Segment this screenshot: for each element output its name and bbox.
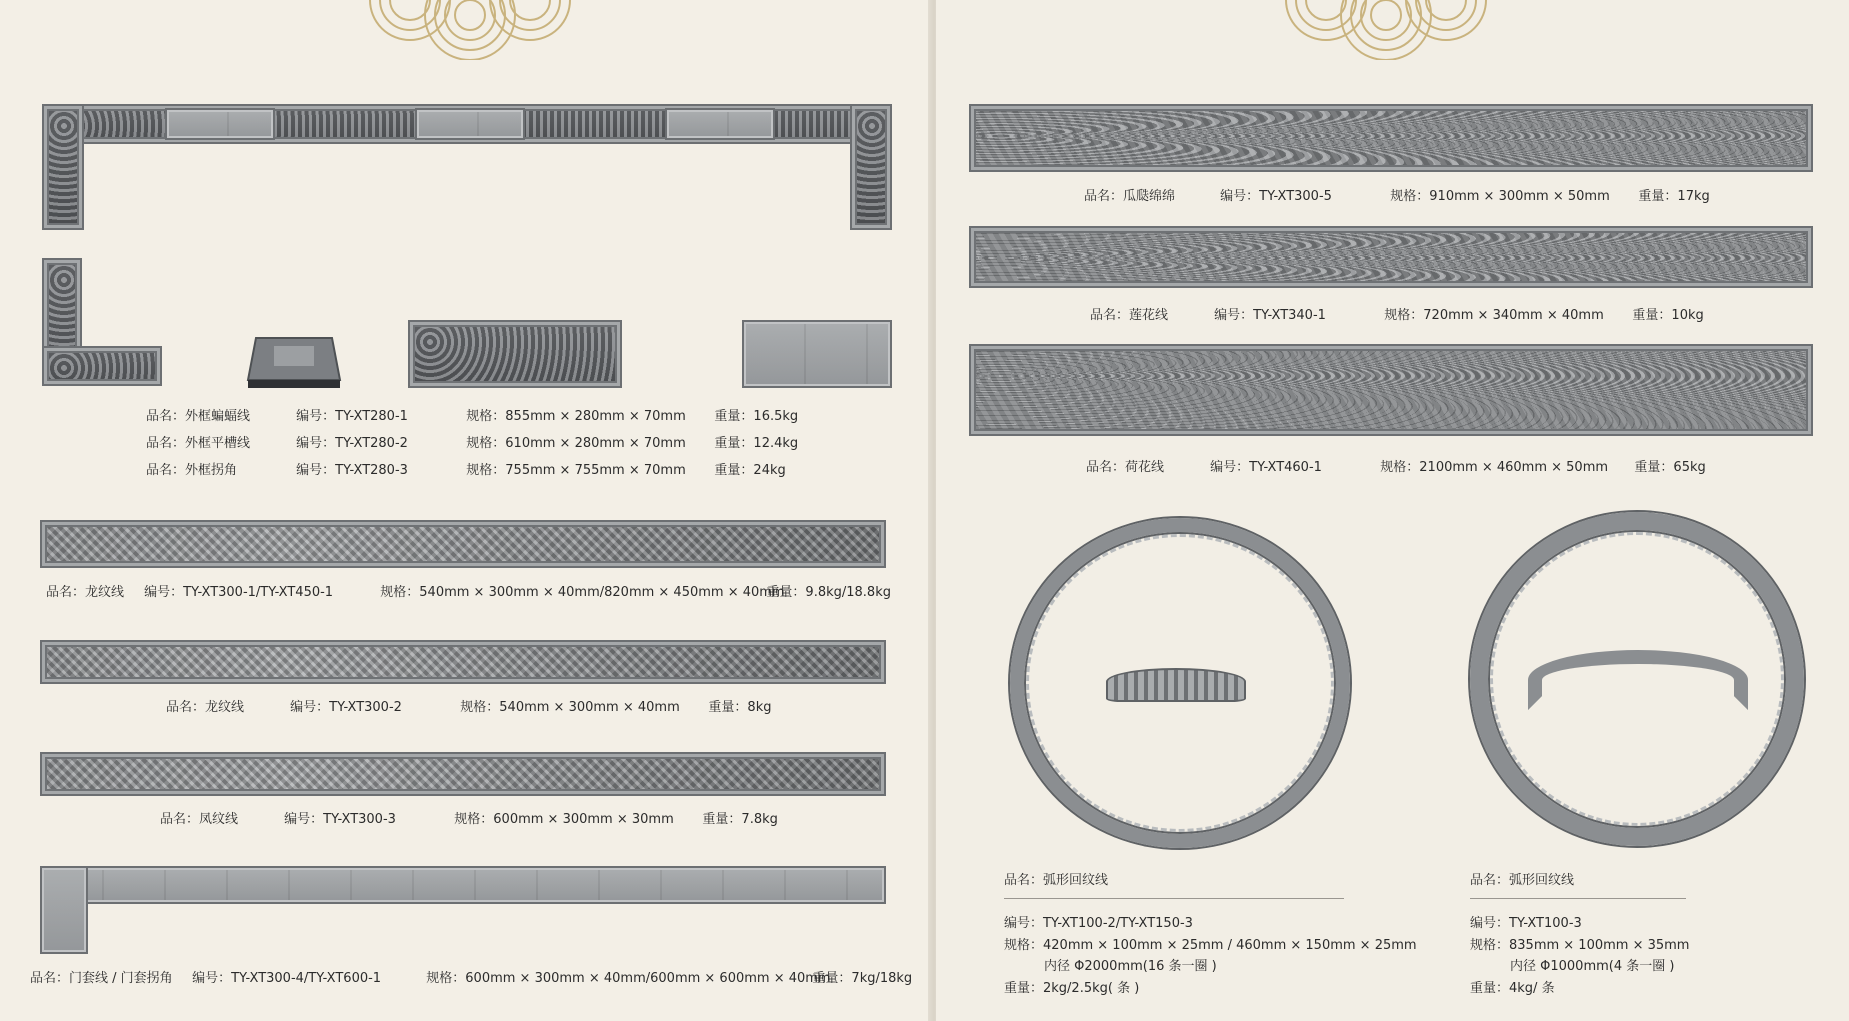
phoenix-line-image [40, 752, 886, 796]
spec-name: 品名：瓜瓞绵绵 [1084, 189, 1176, 204]
spec-size: 规格：420mm × 100mm × 25mm / 460mm × 150mm × 25mm [1004, 938, 1417, 953]
frame-bat-line-sample [408, 320, 622, 388]
corner-piece-horizontal [42, 346, 162, 386]
dragon-line-1-image [40, 520, 886, 568]
frame-block-icon [244, 330, 344, 390]
gold-circle-decoration-icon [1256, 0, 1516, 60]
spec-name: 品名：龙纹线 [166, 700, 245, 715]
spec-size: 规格：835mm × 100mm × 35mm [1470, 938, 1690, 953]
spec-row [30, 967, 912, 986]
spec-row [1090, 304, 1704, 323]
spec-code: 编号：TY-XT280-1 [296, 409, 408, 424]
spec-code: 编号：TY-XT100-3 [1470, 916, 1582, 931]
spec-weight: 重量：7kg/18kg [812, 971, 913, 986]
spec-name: 品名：门套线 / 门套拐角 [30, 971, 173, 986]
spec-name: 品名：凤纹线 [160, 812, 239, 827]
spec-size: 规格：755mm × 755mm × 70mm [466, 463, 686, 478]
spec-name: 品名：龙纹线 [46, 585, 125, 600]
lotus-flower-line-image [969, 226, 1813, 288]
spec-code: 编号：TY-XT340-1 [1214, 308, 1326, 323]
door-line-image [40, 866, 886, 904]
spec-size: 规格：720mm × 340mm × 40mm [1384, 308, 1604, 323]
spec-size: 规格：600mm × 300mm × 40mm/600mm × 600mm × 40mm [426, 971, 831, 986]
gold-circle-decoration-icon [340, 0, 600, 60]
spec-code: 编号：TY-XT300-2 [290, 700, 402, 715]
spec-code: 编号：TY-XT460-1 [1210, 460, 1322, 475]
spec-name: 品名：莲花线 [1090, 308, 1169, 323]
right-page [936, 0, 1849, 1021]
melon-line-image [969, 104, 1813, 172]
divider [1470, 898, 1686, 899]
spec-size: 规格：600mm × 300mm × 30mm [454, 812, 674, 827]
frame-panel [165, 108, 275, 140]
spec-code: 编号：TY-XT280-2 [296, 436, 408, 451]
spec-weight: 重量：17kg [1638, 189, 1710, 204]
spec-code: 编号：TY-XT300-4/TY-XT600-1 [192, 971, 382, 986]
spec-code: 编号：TY-XT300-3 [284, 812, 396, 827]
spec-name: 品名：外框拐角 [146, 463, 238, 478]
frame-left-post [42, 104, 84, 230]
lotus-line-image [969, 344, 1813, 436]
spec-name: 品名：弧形回纹线 [1470, 873, 1575, 888]
frame-panel [415, 108, 525, 140]
spec-weight: 重量：10kg [1632, 308, 1704, 323]
spec-size: 规格：855mm × 280mm × 70mm [466, 409, 686, 424]
frame-panel [665, 108, 775, 140]
spec-row [46, 581, 891, 600]
spec-code: 编号：TY-XT300-5 [1220, 189, 1332, 204]
spec-row [1086, 456, 1706, 475]
spec-code: 编号：TY-XT100-2/TY-XT150-3 [1004, 916, 1193, 931]
frame-right-post [850, 104, 892, 230]
spec-weight: 重量：8kg [708, 700, 772, 715]
spec-name: 品名：外框平槽线 [146, 436, 251, 451]
spec-weight: 重量：12.4kg [714, 436, 799, 451]
spec-row [146, 432, 798, 451]
spec-row [1084, 185, 1710, 204]
arc-segment-image [1106, 668, 1246, 702]
spec-row [160, 808, 778, 827]
spec-name: 品名：弧形回纹线 [1004, 873, 1109, 888]
spec-inner-diameter: 内径 Φ2000mm(16 条一圈 ) [1044, 959, 1217, 974]
spec-size: 规格：540mm × 300mm × 40mm [460, 700, 680, 715]
spec-size: 规格：540mm × 300mm × 40mm/820mm × 450mm × 40mm [380, 585, 785, 600]
spec-code: 编号：TY-XT300-1/TY-XT450-1 [144, 585, 334, 600]
spec-row [166, 696, 771, 715]
spec-name: 品名：外框蝙蝠线 [146, 409, 251, 424]
spec-size: 规格：910mm × 300mm × 50mm [1390, 189, 1610, 204]
spec-inner-diameter: 内径 Φ1000mm(4 条一圈 ) [1510, 959, 1675, 974]
spec-weight: 重量：2kg/2.5kg( 条 ) [1004, 981, 1140, 996]
spec-weight: 重量：4kg/ 条 [1470, 981, 1555, 996]
spec-name: 品名：荷花线 [1086, 460, 1165, 475]
spec-size: 规格：2100mm × 460mm × 50mm [1380, 460, 1609, 475]
spec-code: 编号：TY-XT280-3 [296, 463, 408, 478]
spec-row [146, 459, 786, 478]
divider [1004, 898, 1344, 899]
spec-weight: 重量：7.8kg [702, 812, 778, 827]
dragon-line-2-image [40, 640, 886, 684]
frame-groove-line-sample [742, 320, 892, 388]
spec-weight: 重量：65kg [1634, 460, 1706, 475]
spec-weight: 重量：16.5kg [714, 409, 799, 424]
spec-size: 规格：610mm × 280mm × 70mm [466, 436, 686, 451]
arc-segment-image [1528, 650, 1748, 710]
spec-row [146, 405, 798, 424]
spec-weight: 重量：24kg [714, 463, 786, 478]
door-corner-image [40, 866, 88, 954]
spec-weight: 重量：9.8kg/18.8kg [766, 585, 891, 600]
